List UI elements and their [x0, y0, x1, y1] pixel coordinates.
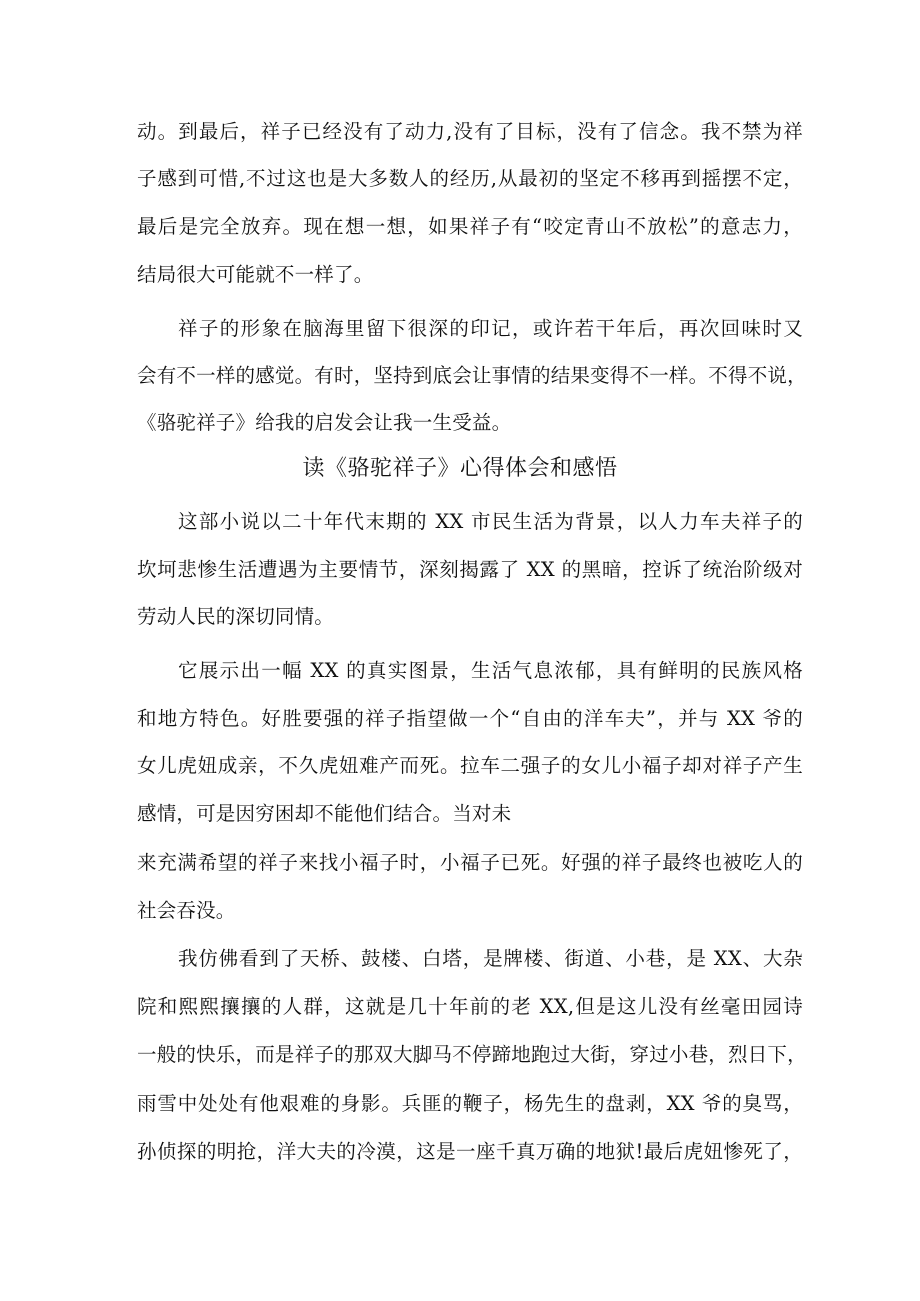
paragraph-5-line-3: 一般的快乐，而是祥子的那双大脚马不停蹄地跑过大街，穿过小巷，烈日下， [137, 1043, 807, 1066]
paragraph-2-line-3: 《骆驼祥子》给我的启发会让我一生受益。 [137, 411, 512, 434]
paragraph-4-line-3: 女儿虎妞成亲，不久虎妞难产而死。拉车二强子的女儿小福子却对祥子产生 [137, 754, 803, 777]
paragraph-4-line-2: 和地方特色。好胜要强的祥子指望做一个“自由的洋车夫”，并与 XX 爷的 [137, 707, 803, 730]
paragraph-3-line-3: 劳动人民的深切同情。 [137, 605, 335, 628]
paragraph-4-line-1: 它展示出一幅 XX 的真实图景，生活气息浓郁，具有鲜明的民族风格 [178, 659, 803, 682]
section-title: 读《骆驼祥子》心得体会和感悟 [302, 456, 618, 481]
paragraph-5-line-4: 雨雪中处处有他艰难的身影。兵匪的鞭子，杨先生的盘剥，XX 爷的臭骂， [137, 1092, 803, 1115]
paragraph-1-line-2: 子感到可惜,不过这也是大多数人的经历,从最初的坚定不移再到摇摆不定， [137, 167, 803, 190]
paragraph-2-line-1: 祥子的形象在脑海里留下很深的印记，或许若干年后，再次回味时又 [178, 317, 803, 340]
paragraph-5-line-2: 院和熙熙攘攘的人群，这就是几十年前的老 XX,但是这儿没有丝毫田园诗 [137, 995, 803, 1018]
paragraph-3-line-1: 这部小说以二十年代末期的 XX 市民生活为背景，以人力车夫祥子的 [178, 510, 803, 533]
paragraph-5-line-5: 孙侦探的明抢，洋大夫的冷漠，这是一座千真万确的地狱!最后虎妞惨死了， [137, 1140, 803, 1163]
paragraph-1-line-3: 最后是完全放弃。现在想一想，如果祥子有“咬定青山不放松”的意志力， [137, 215, 803, 238]
paragraph-5-line-1: 我仿佛看到了天桥、鼓楼、白塔，是牌楼、街道、小巷，是 XX、大杂 [178, 947, 803, 970]
paragraph-4-line-4: 感情，可是因穷困却不能他们结合。当对未 [137, 802, 512, 825]
paragraph-2-line-2: 会有不一样的感觉。有时，坚持到底会让事情的结果变得不一样。不得不说， [137, 364, 807, 387]
paragraph-3-line-2: 坎坷悲惨生活遭遇为主要情节，深刻揭露了 XX 的黑暗，控诉了统治阶级对 [137, 558, 803, 581]
paragraph-4-line-5: 来充满希望的祥子来找小福子时，小福子已死。好强的祥子最终也被吃人的 [137, 851, 803, 874]
paragraph-1-line-4: 结局很大可能就不一样了。 [137, 263, 374, 286]
paragraph-1-line-1: 动。到最后，祥子已经没有了动力,没有了目标，没有了信念。我不禁为祥 [137, 120, 803, 143]
paragraph-4-line-6: 社会吞没。 [137, 899, 236, 922]
